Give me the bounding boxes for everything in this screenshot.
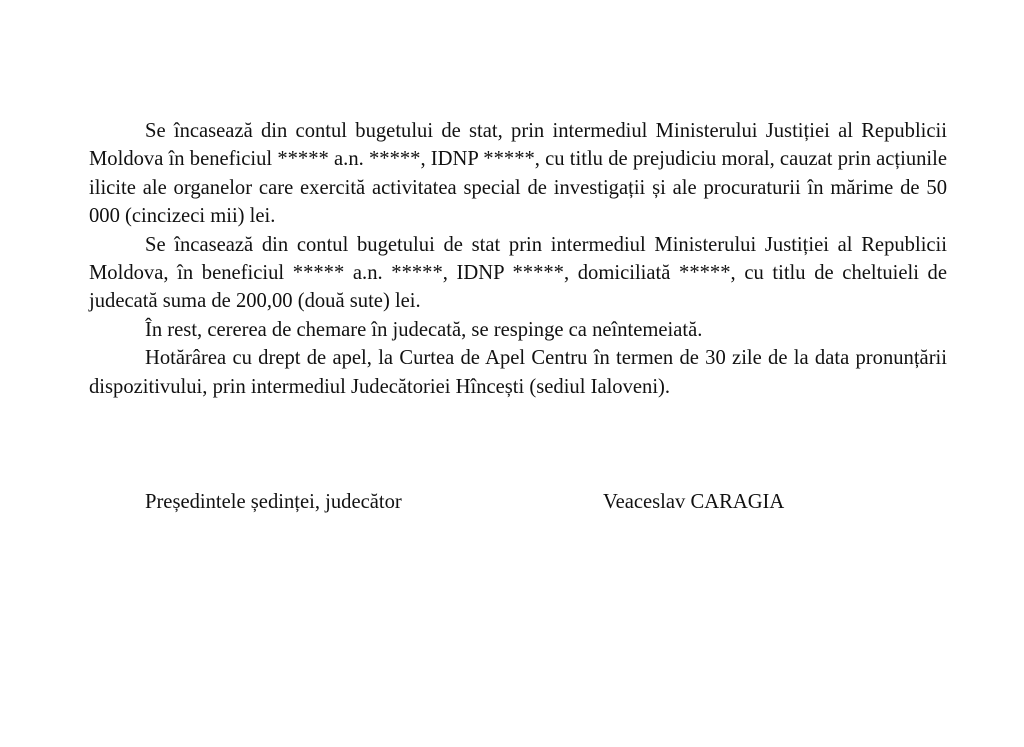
signature-role: Președintele ședinței, judecător xyxy=(145,491,402,513)
paragraph-moral-damages: Se încasează din contul bugetului de stat, prin intermediul Ministerului Justiției al Republicii Moldova în beneficiul ***** a.n. *****, IDNP *****, cu titlu de prejudiciu moral, cauzat prin acțiunile ilicite ale organelor care exercită activitatea special de investigații și ale procuraturii în mărime de 50 000 (cincizeci mii) lei. xyxy=(89,120,947,228)
signature-name: Veaceslav CARAGIA xyxy=(603,491,785,513)
signature-block xyxy=(145,488,865,518)
document-body xyxy=(89,117,947,401)
paragraph-court-costs: Se încasează din contul bugetului de stat prin intermediul Ministerului Justiției al Republicii Moldova, în beneficiul ***** a.n. *****, IDNP *****, domiciliată *****, cu titlu de cheltuieli de judecată suma de 200,00 (două sute) lei. xyxy=(89,233,947,313)
paragraph-rejection: În rest, cererea de chemare în judecată, se respinge ca neîntemeiată. xyxy=(145,318,703,341)
paragraph-appeal: Hotărârea cu drept de apel, la Curtea de Apel Centru în termen de 30 zile de la data pronunțării dispozitivului, prin intermediul Judecătoriei Hîncești (sediul Ialoveni). xyxy=(89,347,947,398)
